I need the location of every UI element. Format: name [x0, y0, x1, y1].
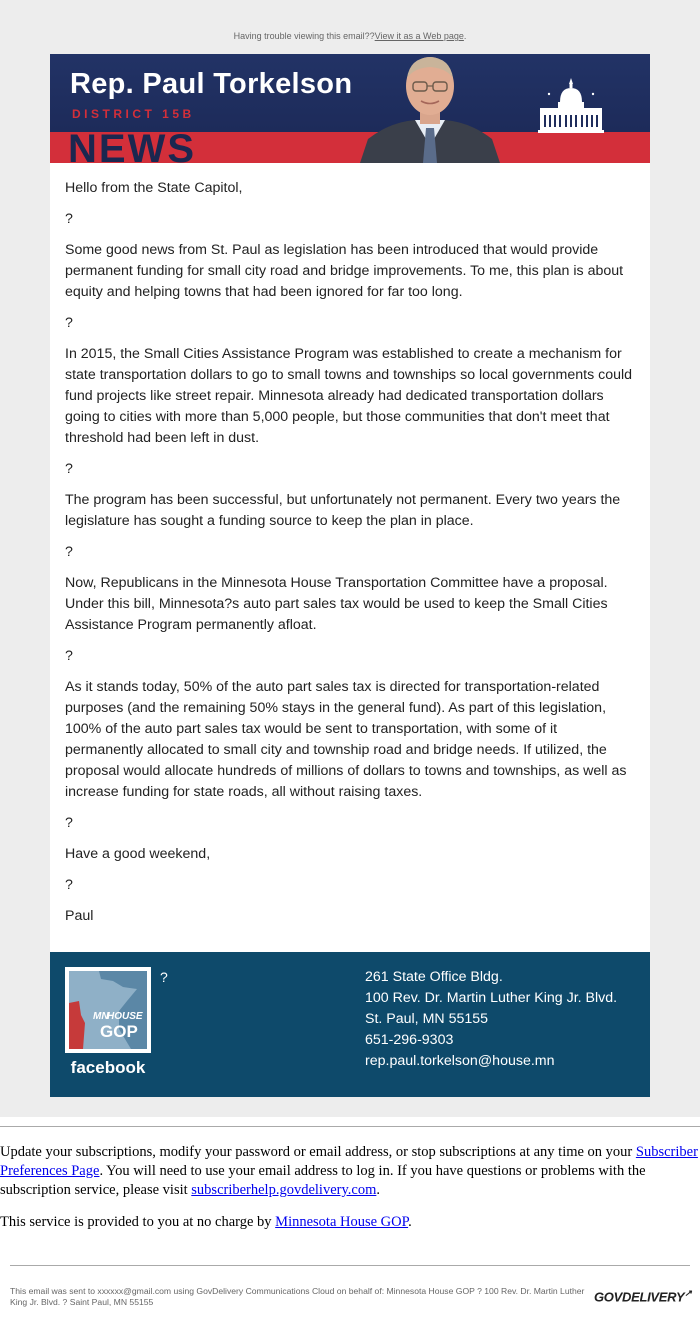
capitol-building-icon: [538, 76, 604, 136]
subscriber-help-link[interactable]: subscriberhelp.govdelivery.com: [191, 1182, 377, 1198]
badge-gop-label: GOP: [100, 1022, 138, 1041]
greeting: Hello from the State Capitol,: [65, 180, 243, 196]
preheader-text: Having trouble viewing this email??: [233, 31, 375, 41]
spacer: ?: [65, 461, 73, 477]
footer-spacer: ?: [160, 969, 168, 985]
spacer: ?: [65, 648, 73, 664]
paragraph-1: Some good news from St. Paul as legislation has been introduced that would provide permanent funding for small city road and bridge improvements. To me, this plan is about equity and helping towns that had been ignored for far too long.: [65, 242, 624, 300]
minnesota-house-gop-link[interactable]: Minnesota House GOP: [275, 1214, 409, 1230]
view-web-page-link[interactable]: View it as a Web page: [374, 31, 464, 41]
govdelivery-wordmark: GOVDELIVERY: [594, 1289, 685, 1305]
divider-bottom: [10, 1265, 690, 1266]
email-body: [50, 163, 650, 952]
closing: Have a good weekend,: [65, 846, 211, 862]
address-line-phone: 651-296-9303: [365, 1032, 454, 1048]
sent-to-note: This email was sent to xxxxxx@gmail.com using GovDelivery Communications Cloud on behalf of: Minnesota House GOP ? 100 Rev. Dr. Martin Luther King Jr. Blvd. ? Saint Paul, MN 55155: [10, 1286, 585, 1307]
address-line-office: 261 State Office Bldg.: [365, 969, 503, 985]
badge-mn-label: MN: [93, 1011, 109, 1022]
subscription-text-2: . You will need to use your email address to log in. If you have questions or problems with the subscription service, please visit: [0, 1163, 646, 1198]
mn-house-gop-facebook-link[interactable]: [65, 967, 151, 1077]
paragraph-2: In 2015, the Small Cities Assistance Program was established to create a mechanism for state transportation dollars to go to small towns and townships so local governments could fund projects like street repair. Minnesota already had dedicated transportation dollars going to cities with more than 5,000 people, but those communities that don't meet that threshold had been left in dust.: [65, 346, 633, 446]
facebook-label: facebook: [70, 1058, 146, 1077]
news-wordmark: NEWS: [68, 127, 196, 163]
paragraph-4: Now, Republicans in the Minnesota House Transportation Committee have a proposal. Under this bill, Minnesota?s auto part sales tax would be used to keep the Small Cities Assistance Program permanently afloat.: [65, 575, 608, 633]
badge-house-label: HOUSE: [107, 1011, 143, 1022]
address-line-email: rep.paul.torkelson@house.mn: [365, 1053, 555, 1069]
paragraph-3: The program has been successful, but unfortunately not permanent. Every two years the legislature has sought a funding source to keep the plan in place.: [65, 492, 621, 529]
subscription-notice: [0, 1143, 700, 1200]
portrait-photo: [360, 54, 500, 163]
divider-top: [0, 1126, 700, 1127]
govdelivery-logo[interactable]: [594, 1288, 692, 1304]
service-text-end: .: [408, 1214, 412, 1230]
subscription-text-3: .: [376, 1182, 380, 1198]
spacer: ?: [65, 877, 73, 893]
spacer: ?: [65, 211, 73, 227]
subscription-text-1: Update your subscriptions, modify your password or email address, or stop subscriptions at any time on your: [0, 1144, 636, 1160]
service-notice: [0, 1213, 700, 1232]
address-line-city: St. Paul, MN 55155: [365, 1011, 489, 1027]
address-line-street: 100 Rev. Dr. Martin Luther King Jr. Blvd.: [365, 990, 618, 1006]
subscriber-preferences-link[interactable]: Subscriber Preferences Page: [0, 1144, 698, 1179]
service-text: This service is provided to you at no charge by: [0, 1214, 276, 1230]
spacer: ?: [65, 315, 73, 331]
district-label: DISTRICT 15B: [72, 107, 195, 121]
signature: Paul: [65, 908, 94, 924]
spacer: ?: [65, 544, 73, 560]
spacer: ?: [65, 815, 73, 831]
preheader: Having trouble viewing this email??View it as a Web page.: [233, 31, 467, 41]
govdelivery-swoosh-icon: ↗: [684, 1288, 692, 1298]
header-banner: [50, 54, 650, 163]
contact-footer: [50, 952, 650, 1097]
office-address: [365, 967, 645, 1072]
rep-name: Rep. Paul Torkelson: [70, 68, 353, 100]
paragraph-5: As it stands today, 50% of the auto part sales tax is directed for transportation-related purposes (and the remaining 50% stays in the general fund). As part of this legislation, 100% of the auto part sales tax would be sent to transportation, with some of it permanently allocated to small city and township road and bridge needs. If utilized, the proposal would allocate hundreds of millions of dollars to towns and townships, as well as increase funding for state roads, all without raising taxes.: [65, 679, 627, 800]
